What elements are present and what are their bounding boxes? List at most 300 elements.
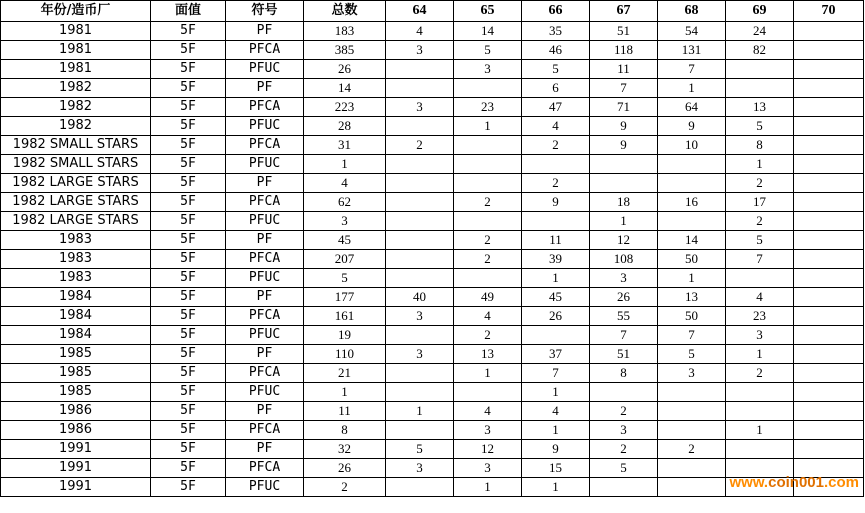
cell-grade-count (794, 155, 864, 174)
cell-total: 32 (304, 440, 386, 459)
cell-year-mint: 1985 (1, 364, 151, 383)
table-row (1, 250, 864, 269)
cell-grade-count: 2 (590, 440, 658, 459)
cell-grade-count (386, 364, 454, 383)
cell-grade-count: 2 (726, 212, 794, 231)
table-row (1, 478, 864, 497)
cell-grade-count: 23 (726, 307, 794, 326)
table-row (1, 459, 864, 478)
cell-total: 110 (304, 345, 386, 364)
watermark-prefix: www. (729, 474, 769, 491)
cell-grade-count: 3 (386, 41, 454, 60)
table-row (1, 212, 864, 231)
cell-grade-count (658, 402, 726, 421)
cell-grade-count (522, 155, 590, 174)
table-row (1, 440, 864, 459)
cell-grade-count: 3 (590, 269, 658, 288)
cell-grade-count: 108 (590, 250, 658, 269)
cell-grade-count: 2 (726, 174, 794, 193)
cell-total: 14 (304, 79, 386, 98)
cell-grade-count: 1 (522, 269, 590, 288)
cell-grade-count: 6 (522, 79, 590, 98)
cell-denomination: 5F (151, 117, 226, 136)
cell-symbol: PFCA (226, 307, 304, 326)
cell-grade-count: 15 (522, 459, 590, 478)
cell-grade-count (386, 174, 454, 193)
cell-year-mint: 1983 (1, 231, 151, 250)
cell-grade-count: 9 (590, 136, 658, 155)
cell-total: 5 (304, 269, 386, 288)
cell-total: 4 (304, 174, 386, 193)
cell-grade-count: 11 (590, 60, 658, 79)
cell-total: 31 (304, 136, 386, 155)
watermark-suffix: .com (823, 474, 859, 491)
cell-grade-count: 4 (386, 22, 454, 41)
cell-grade-count (454, 212, 522, 231)
cell-denomination: 5F (151, 155, 226, 174)
cell-year-mint: 1982 SMALL STARS (1, 136, 151, 155)
cell-grade-count: 9 (522, 193, 590, 212)
cell-year-mint: 1984 (1, 326, 151, 345)
cell-year-mint: 1982 LARGE STARS (1, 212, 151, 231)
cell-grade-count: 1 (658, 269, 726, 288)
cell-grade-count (658, 459, 726, 478)
cell-denomination: 5F (151, 364, 226, 383)
table-row (1, 421, 864, 440)
cell-grade-count: 2 (454, 193, 522, 212)
column-header-grade-70: 70 (794, 1, 864, 22)
cell-grade-count (794, 307, 864, 326)
cell-grade-count: 9 (522, 440, 590, 459)
cell-grade-count (658, 212, 726, 231)
cell-grade-count (794, 269, 864, 288)
cell-grade-count: 7 (590, 79, 658, 98)
cell-grade-count (386, 478, 454, 497)
cell-grade-count: 3 (454, 421, 522, 440)
cell-grade-count: 9 (658, 117, 726, 136)
cell-denomination: 5F (151, 136, 226, 155)
cell-symbol: PFCA (226, 41, 304, 60)
cell-symbol: PFUC (226, 155, 304, 174)
cell-grade-count (794, 117, 864, 136)
cell-total: 161 (304, 307, 386, 326)
cell-grade-count (794, 345, 864, 364)
cell-grade-count (386, 193, 454, 212)
cell-grade-count (726, 459, 794, 478)
cell-grade-count: 2 (658, 440, 726, 459)
cell-grade-count: 1 (454, 478, 522, 497)
cell-grade-count: 5 (454, 41, 522, 60)
cell-grade-count: 3 (386, 459, 454, 478)
cell-grade-count: 12 (590, 231, 658, 250)
cell-grade-count: 7 (726, 250, 794, 269)
cell-grade-count: 54 (658, 22, 726, 41)
cell-grade-count: 55 (590, 307, 658, 326)
cell-grade-count: 17 (726, 193, 794, 212)
cell-grade-count: 45 (522, 288, 590, 307)
cell-grade-count: 8 (726, 136, 794, 155)
cell-denomination: 5F (151, 459, 226, 478)
cell-grade-count: 8 (590, 364, 658, 383)
cell-grade-count: 5 (590, 459, 658, 478)
watermark-brand: coin001 (768, 474, 824, 491)
cell-symbol: PF (226, 174, 304, 193)
cell-grade-count: 47 (522, 98, 590, 117)
cell-denomination: 5F (151, 288, 226, 307)
column-header-year-mint: 年份/造币厂 (1, 1, 151, 22)
table-header-row (1, 1, 864, 22)
cell-grade-count: 18 (590, 193, 658, 212)
table-row (1, 136, 864, 155)
cell-symbol: PFUC (226, 269, 304, 288)
cell-grade-count (590, 478, 658, 497)
cell-total: 2 (304, 478, 386, 497)
table-row (1, 98, 864, 117)
table-row (1, 41, 864, 60)
table-row (1, 307, 864, 326)
cell-grade-count: 2 (386, 136, 454, 155)
cell-total: 28 (304, 117, 386, 136)
cell-grade-count: 1 (454, 364, 522, 383)
cell-denomination: 5F (151, 478, 226, 497)
cell-total: 223 (304, 98, 386, 117)
cell-grade-count: 4 (522, 402, 590, 421)
cell-grade-count (794, 174, 864, 193)
cell-grade-count: 1 (454, 117, 522, 136)
column-header-grade-64: 64 (386, 1, 454, 22)
table-row (1, 231, 864, 250)
table-row (1, 364, 864, 383)
cell-grade-count (794, 402, 864, 421)
cell-grade-count: 11 (522, 231, 590, 250)
cell-symbol: PFUC (226, 326, 304, 345)
cell-denomination: 5F (151, 41, 226, 60)
cell-denomination: 5F (151, 421, 226, 440)
cell-denomination: 5F (151, 212, 226, 231)
cell-symbol: PF (226, 402, 304, 421)
cell-symbol: PFUC (226, 383, 304, 402)
cell-grade-count: 1 (726, 421, 794, 440)
cell-grade-count (522, 326, 590, 345)
cell-grade-count (794, 421, 864, 440)
cell-denomination: 5F (151, 440, 226, 459)
cell-symbol: PF (226, 79, 304, 98)
cell-grade-count: 5 (522, 60, 590, 79)
cell-denomination: 5F (151, 269, 226, 288)
cell-symbol: PFCA (226, 459, 304, 478)
cell-denomination: 5F (151, 79, 226, 98)
cell-total: 207 (304, 250, 386, 269)
cell-grade-count (658, 478, 726, 497)
cell-grade-count: 26 (522, 307, 590, 326)
cell-grade-count: 2 (454, 231, 522, 250)
cell-grade-count (726, 269, 794, 288)
cell-year-mint: 1985 (1, 345, 151, 364)
table-row (1, 79, 864, 98)
cell-grade-count: 131 (658, 41, 726, 60)
cell-symbol: PFCA (226, 193, 304, 212)
cell-grade-count (726, 383, 794, 402)
column-header-symbol: 符号 (226, 1, 304, 22)
cell-denomination: 5F (151, 231, 226, 250)
cell-year-mint: 1991 (1, 478, 151, 497)
cell-grade-count: 3 (726, 326, 794, 345)
cell-denomination: 5F (151, 402, 226, 421)
cell-grade-count (658, 155, 726, 174)
cell-symbol: PFCA (226, 250, 304, 269)
table-row (1, 193, 864, 212)
cell-symbol: PFCA (226, 421, 304, 440)
cell-grade-count (794, 250, 864, 269)
column-header-grade-65: 65 (454, 1, 522, 22)
cell-grade-count: 50 (658, 307, 726, 326)
cell-grade-count (726, 440, 794, 459)
cell-grade-count: 5 (386, 440, 454, 459)
cell-grade-count: 4 (726, 288, 794, 307)
cell-year-mint: 1981 (1, 22, 151, 41)
cell-symbol: PFUC (226, 117, 304, 136)
cell-symbol: PF (226, 22, 304, 41)
cell-denomination: 5F (151, 193, 226, 212)
cell-year-mint: 1982 (1, 79, 151, 98)
cell-symbol: PFCA (226, 364, 304, 383)
cell-denomination: 5F (151, 383, 226, 402)
cell-symbol: PFUC (226, 212, 304, 231)
cell-grade-count: 40 (386, 288, 454, 307)
cell-grade-count: 1 (726, 155, 794, 174)
cell-grade-count: 71 (590, 98, 658, 117)
cell-grade-count: 1 (658, 79, 726, 98)
cell-symbol: PFUC (226, 60, 304, 79)
cell-denomination: 5F (151, 307, 226, 326)
cell-grade-count: 2 (726, 364, 794, 383)
cell-grade-count: 1 (522, 421, 590, 440)
cell-grade-count (794, 288, 864, 307)
cell-grade-count: 5 (726, 231, 794, 250)
cell-grade-count: 51 (590, 345, 658, 364)
cell-grade-count (454, 383, 522, 402)
cell-denomination: 5F (151, 345, 226, 364)
cell-grade-count (522, 212, 590, 231)
cell-grade-count: 64 (658, 98, 726, 117)
cell-year-mint: 1991 (1, 459, 151, 478)
cell-grade-count: 3 (454, 60, 522, 79)
table-row (1, 326, 864, 345)
cell-grade-count (590, 383, 658, 402)
cell-grade-count (386, 79, 454, 98)
cell-grade-count: 7 (658, 326, 726, 345)
cell-grade-count (454, 269, 522, 288)
cell-grade-count: 3 (454, 459, 522, 478)
cell-total: 45 (304, 231, 386, 250)
cell-grade-count (658, 421, 726, 440)
cell-grade-count (386, 117, 454, 136)
cell-year-mint: 1982 (1, 98, 151, 117)
cell-grade-count (726, 79, 794, 98)
table-row (1, 383, 864, 402)
cell-symbol: PF (226, 231, 304, 250)
cell-grade-count: 3 (386, 307, 454, 326)
cell-grade-count (386, 421, 454, 440)
cell-grade-count (794, 193, 864, 212)
cell-grade-count (794, 231, 864, 250)
cell-year-mint: 1982 LARGE STARS (1, 174, 151, 193)
cell-grade-count: 14 (454, 22, 522, 41)
cell-year-mint: 1984 (1, 307, 151, 326)
cell-year-mint: 1984 (1, 288, 151, 307)
cell-grade-count: 2 (454, 326, 522, 345)
table-row (1, 345, 864, 364)
cell-total: 3 (304, 212, 386, 231)
cell-grade-count (794, 41, 864, 60)
cell-grade-count (794, 22, 864, 41)
cell-grade-count (590, 155, 658, 174)
cell-grade-count: 7 (658, 60, 726, 79)
cell-grade-count: 3 (590, 421, 658, 440)
cell-year-mint: 1986 (1, 402, 151, 421)
cell-year-mint: 1981 (1, 60, 151, 79)
cell-grade-count: 16 (658, 193, 726, 212)
cell-grade-count (794, 383, 864, 402)
cell-grade-count: 35 (522, 22, 590, 41)
table-row (1, 269, 864, 288)
cell-year-mint: 1985 (1, 383, 151, 402)
cell-total: 385 (304, 41, 386, 60)
column-header-grade-69: 69 (726, 1, 794, 22)
cell-year-mint: 1983 (1, 269, 151, 288)
cell-total: 62 (304, 193, 386, 212)
cell-year-mint: 1982 LARGE STARS (1, 193, 151, 212)
cell-grade-count (658, 174, 726, 193)
cell-grade-count (386, 60, 454, 79)
cell-grade-count: 3 (658, 364, 726, 383)
cell-grade-count (454, 174, 522, 193)
cell-year-mint: 1991 (1, 440, 151, 459)
cell-grade-count: 4 (522, 117, 590, 136)
cell-grade-count (386, 269, 454, 288)
table-row (1, 22, 864, 41)
cell-grade-count (794, 60, 864, 79)
column-header-denomination: 面值 (151, 1, 226, 22)
cell-grade-count: 14 (658, 231, 726, 250)
column-header-grade-66: 66 (522, 1, 590, 22)
cell-grade-count (794, 478, 864, 497)
cell-year-mint: 1981 (1, 41, 151, 60)
cell-grade-count (386, 383, 454, 402)
cell-grade-count: 46 (522, 41, 590, 60)
cell-grade-count (726, 60, 794, 79)
cell-grade-count: 26 (590, 288, 658, 307)
cell-symbol: PFUC (226, 478, 304, 497)
column-header-total: 总数 (304, 1, 386, 22)
cell-grade-count (386, 326, 454, 345)
cell-grade-count (794, 364, 864, 383)
cell-total: 19 (304, 326, 386, 345)
cell-grade-count: 13 (454, 345, 522, 364)
cell-grade-count: 23 (454, 98, 522, 117)
cell-grade-count (386, 212, 454, 231)
cell-year-mint: 1982 (1, 117, 151, 136)
cell-grade-count (386, 250, 454, 269)
cell-grade-count: 51 (590, 22, 658, 41)
cell-denomination: 5F (151, 174, 226, 193)
cell-grade-count: 1 (386, 402, 454, 421)
cell-grade-count (454, 155, 522, 174)
cell-total: 26 (304, 60, 386, 79)
cell-total: 8 (304, 421, 386, 440)
cell-grade-count: 4 (454, 402, 522, 421)
cell-symbol: PF (226, 345, 304, 364)
cell-denomination: 5F (151, 98, 226, 117)
cell-total: 11 (304, 402, 386, 421)
cell-denomination: 5F (151, 250, 226, 269)
cell-grade-count: 5 (726, 117, 794, 136)
cell-total: 26 (304, 459, 386, 478)
cell-grade-count: 1 (726, 345, 794, 364)
cell-grade-count: 39 (522, 250, 590, 269)
cell-symbol: PF (226, 440, 304, 459)
cell-grade-count: 3 (386, 345, 454, 364)
column-header-grade-67: 67 (590, 1, 658, 22)
cell-grade-count: 1 (522, 478, 590, 497)
cell-grade-count: 13 (726, 98, 794, 117)
cell-grade-count (454, 136, 522, 155)
cell-total: 21 (304, 364, 386, 383)
column-header-grade-68: 68 (658, 1, 726, 22)
cell-grade-count (794, 440, 864, 459)
cell-symbol: PF (226, 288, 304, 307)
cell-grade-count (454, 79, 522, 98)
cell-grade-count (794, 326, 864, 345)
cell-denomination: 5F (151, 326, 226, 345)
table-row (1, 117, 864, 136)
cell-year-mint: 1983 (1, 250, 151, 269)
cell-grade-count (726, 478, 794, 497)
cell-grade-count: 37 (522, 345, 590, 364)
cell-grade-count: 3 (386, 98, 454, 117)
cell-total: 183 (304, 22, 386, 41)
cell-grade-count: 24 (726, 22, 794, 41)
cell-grade-count (726, 402, 794, 421)
cell-total: 1 (304, 155, 386, 174)
cell-denomination: 5F (151, 22, 226, 41)
cell-grade-count: 82 (726, 41, 794, 60)
cell-year-mint: 1982 SMALL STARS (1, 155, 151, 174)
cell-grade-count (794, 459, 864, 478)
cell-grade-count: 9 (590, 117, 658, 136)
cell-grade-count: 2 (590, 402, 658, 421)
table-row (1, 288, 864, 307)
cell-grade-count (386, 155, 454, 174)
cell-grade-count (794, 98, 864, 117)
cell-grade-count (658, 383, 726, 402)
cell-grade-count: 49 (454, 288, 522, 307)
cell-grade-count: 13 (658, 288, 726, 307)
cell-grade-count: 1 (590, 212, 658, 231)
cell-total: 1 (304, 383, 386, 402)
cell-symbol: PFCA (226, 98, 304, 117)
cell-grade-count: 2 (522, 174, 590, 193)
cell-grade-count: 118 (590, 41, 658, 60)
cell-grade-count (386, 231, 454, 250)
cell-grade-count: 7 (522, 364, 590, 383)
cell-grade-count: 5 (658, 345, 726, 364)
cell-grade-count: 2 (522, 136, 590, 155)
cell-grade-count (794, 136, 864, 155)
cell-grade-count (590, 174, 658, 193)
table-row (1, 402, 864, 421)
cell-grade-count: 12 (454, 440, 522, 459)
